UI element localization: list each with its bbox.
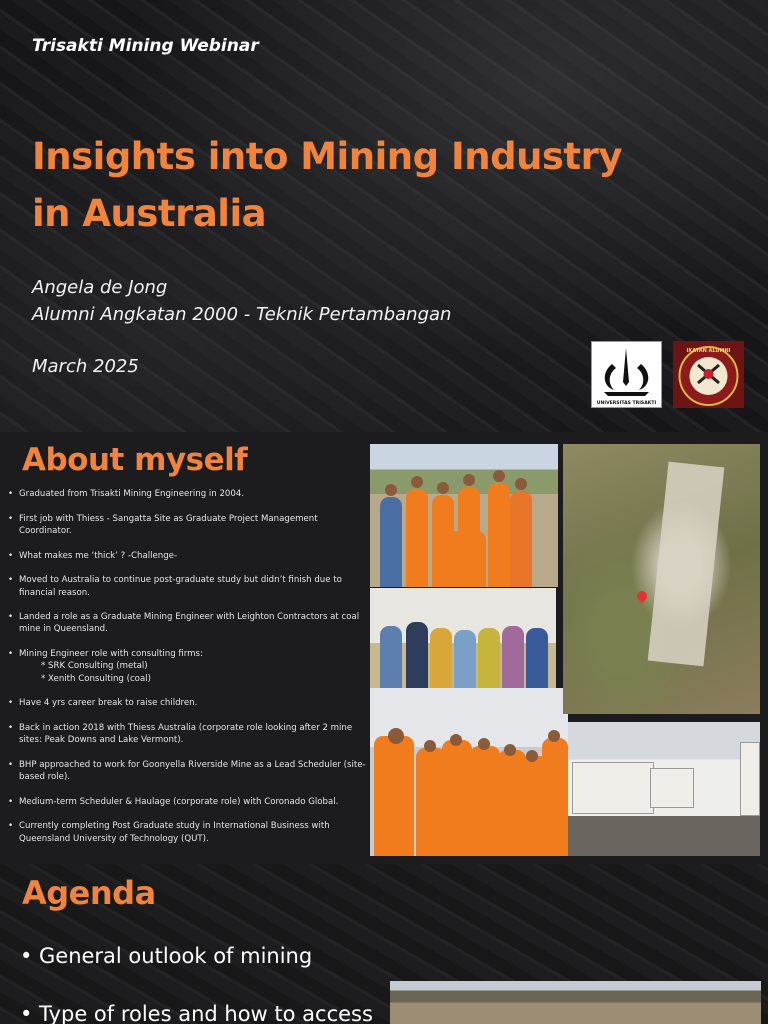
trisakti-logo — [591, 341, 662, 408]
open-pit-mine-photo — [390, 981, 761, 1024]
svg-text:IKATAN ALUMNI: IKATAN ALUMNI — [686, 348, 731, 354]
list-item: • First job with Thiess - Sangatta Site as Graduate Project Management Coordinator. — [8, 513, 368, 537]
list-item: • Landed a role as a Graduate Mining Engineer with Leighton Contractors at coal mine in Queensland. — [8, 611, 368, 635]
list-item: • Moved to Australia to continue post-graduate study but didn’t finish due to financial reason. — [8, 574, 368, 598]
agenda-slide — [0, 864, 768, 1024]
list-item: • What makes me ‘thick’ ? -Challenge- — [8, 550, 368, 562]
list-item: • Graduated from Trisakti Mining Engineering in 2004. — [8, 488, 368, 500]
satellite-mine-map — [563, 444, 760, 714]
svg-text:UNIVERSITAS TRISAKTI: UNIVERSITAS TRISAKTI — [596, 401, 657, 406]
office-team-photo — [370, 588, 556, 688]
presenter-info — [32, 274, 451, 328]
list-item: • Type of roles and how to access — [20, 1002, 373, 1024]
agenda-list — [20, 944, 373, 1024]
presenter-role: Alumni Angkatan 2000 - Teknik Pertambangan — [32, 304, 452, 325]
list-item: • Medium-term Scheduler & Haulage (corporate role) with Coronado Global. — [8, 796, 368, 808]
agenda-heading: Agenda — [22, 874, 156, 912]
list-item: • BHP approached to work for Goonyella Riverside Mine as a Lead Scheduler (site-based role). — [8, 759, 368, 783]
consulting-intro: Mining Engineer role with consulting firms: — [19, 649, 203, 660]
alumni-association-logo — [673, 341, 744, 408]
list-item: • Currently completing Post Graduate study in International Business with Queensland University of Technology (QUT). — [8, 820, 368, 844]
webinar-label: Trisakti Mining Webinar — [32, 36, 259, 56]
location-pin-icon — [635, 589, 649, 603]
presentation-title: Insights into Mining Industry in Australia — [32, 135, 622, 235]
about-heading: About myself — [22, 442, 248, 478]
consulting-subitem: * Xenith Consulting (coal) — [41, 673, 151, 684]
presentation-date: March 2025 — [32, 356, 139, 377]
list-item: • Have 4 yrs career break to raise children. — [8, 697, 368, 709]
about-bullet-list — [8, 488, 368, 857]
list-item: • Back in action 2018 with Thiess Australia (corporate role looking after 2 mine sites: Peak Downs and Lake Vermont). — [8, 722, 368, 746]
title-slide — [0, 0, 768, 432]
consulting-subitem: * SRK Consulting (metal) — [41, 661, 148, 672]
list-item: • General outlook of mining — [20, 944, 373, 968]
presenter-name: Angela de Jong — [32, 277, 168, 298]
list-item-consulting — [8, 648, 368, 685]
site-cabins-photo — [568, 722, 760, 856]
team-site-photo — [370, 444, 558, 587]
crew-group-photo — [370, 688, 568, 856]
about-slide — [0, 432, 768, 864]
